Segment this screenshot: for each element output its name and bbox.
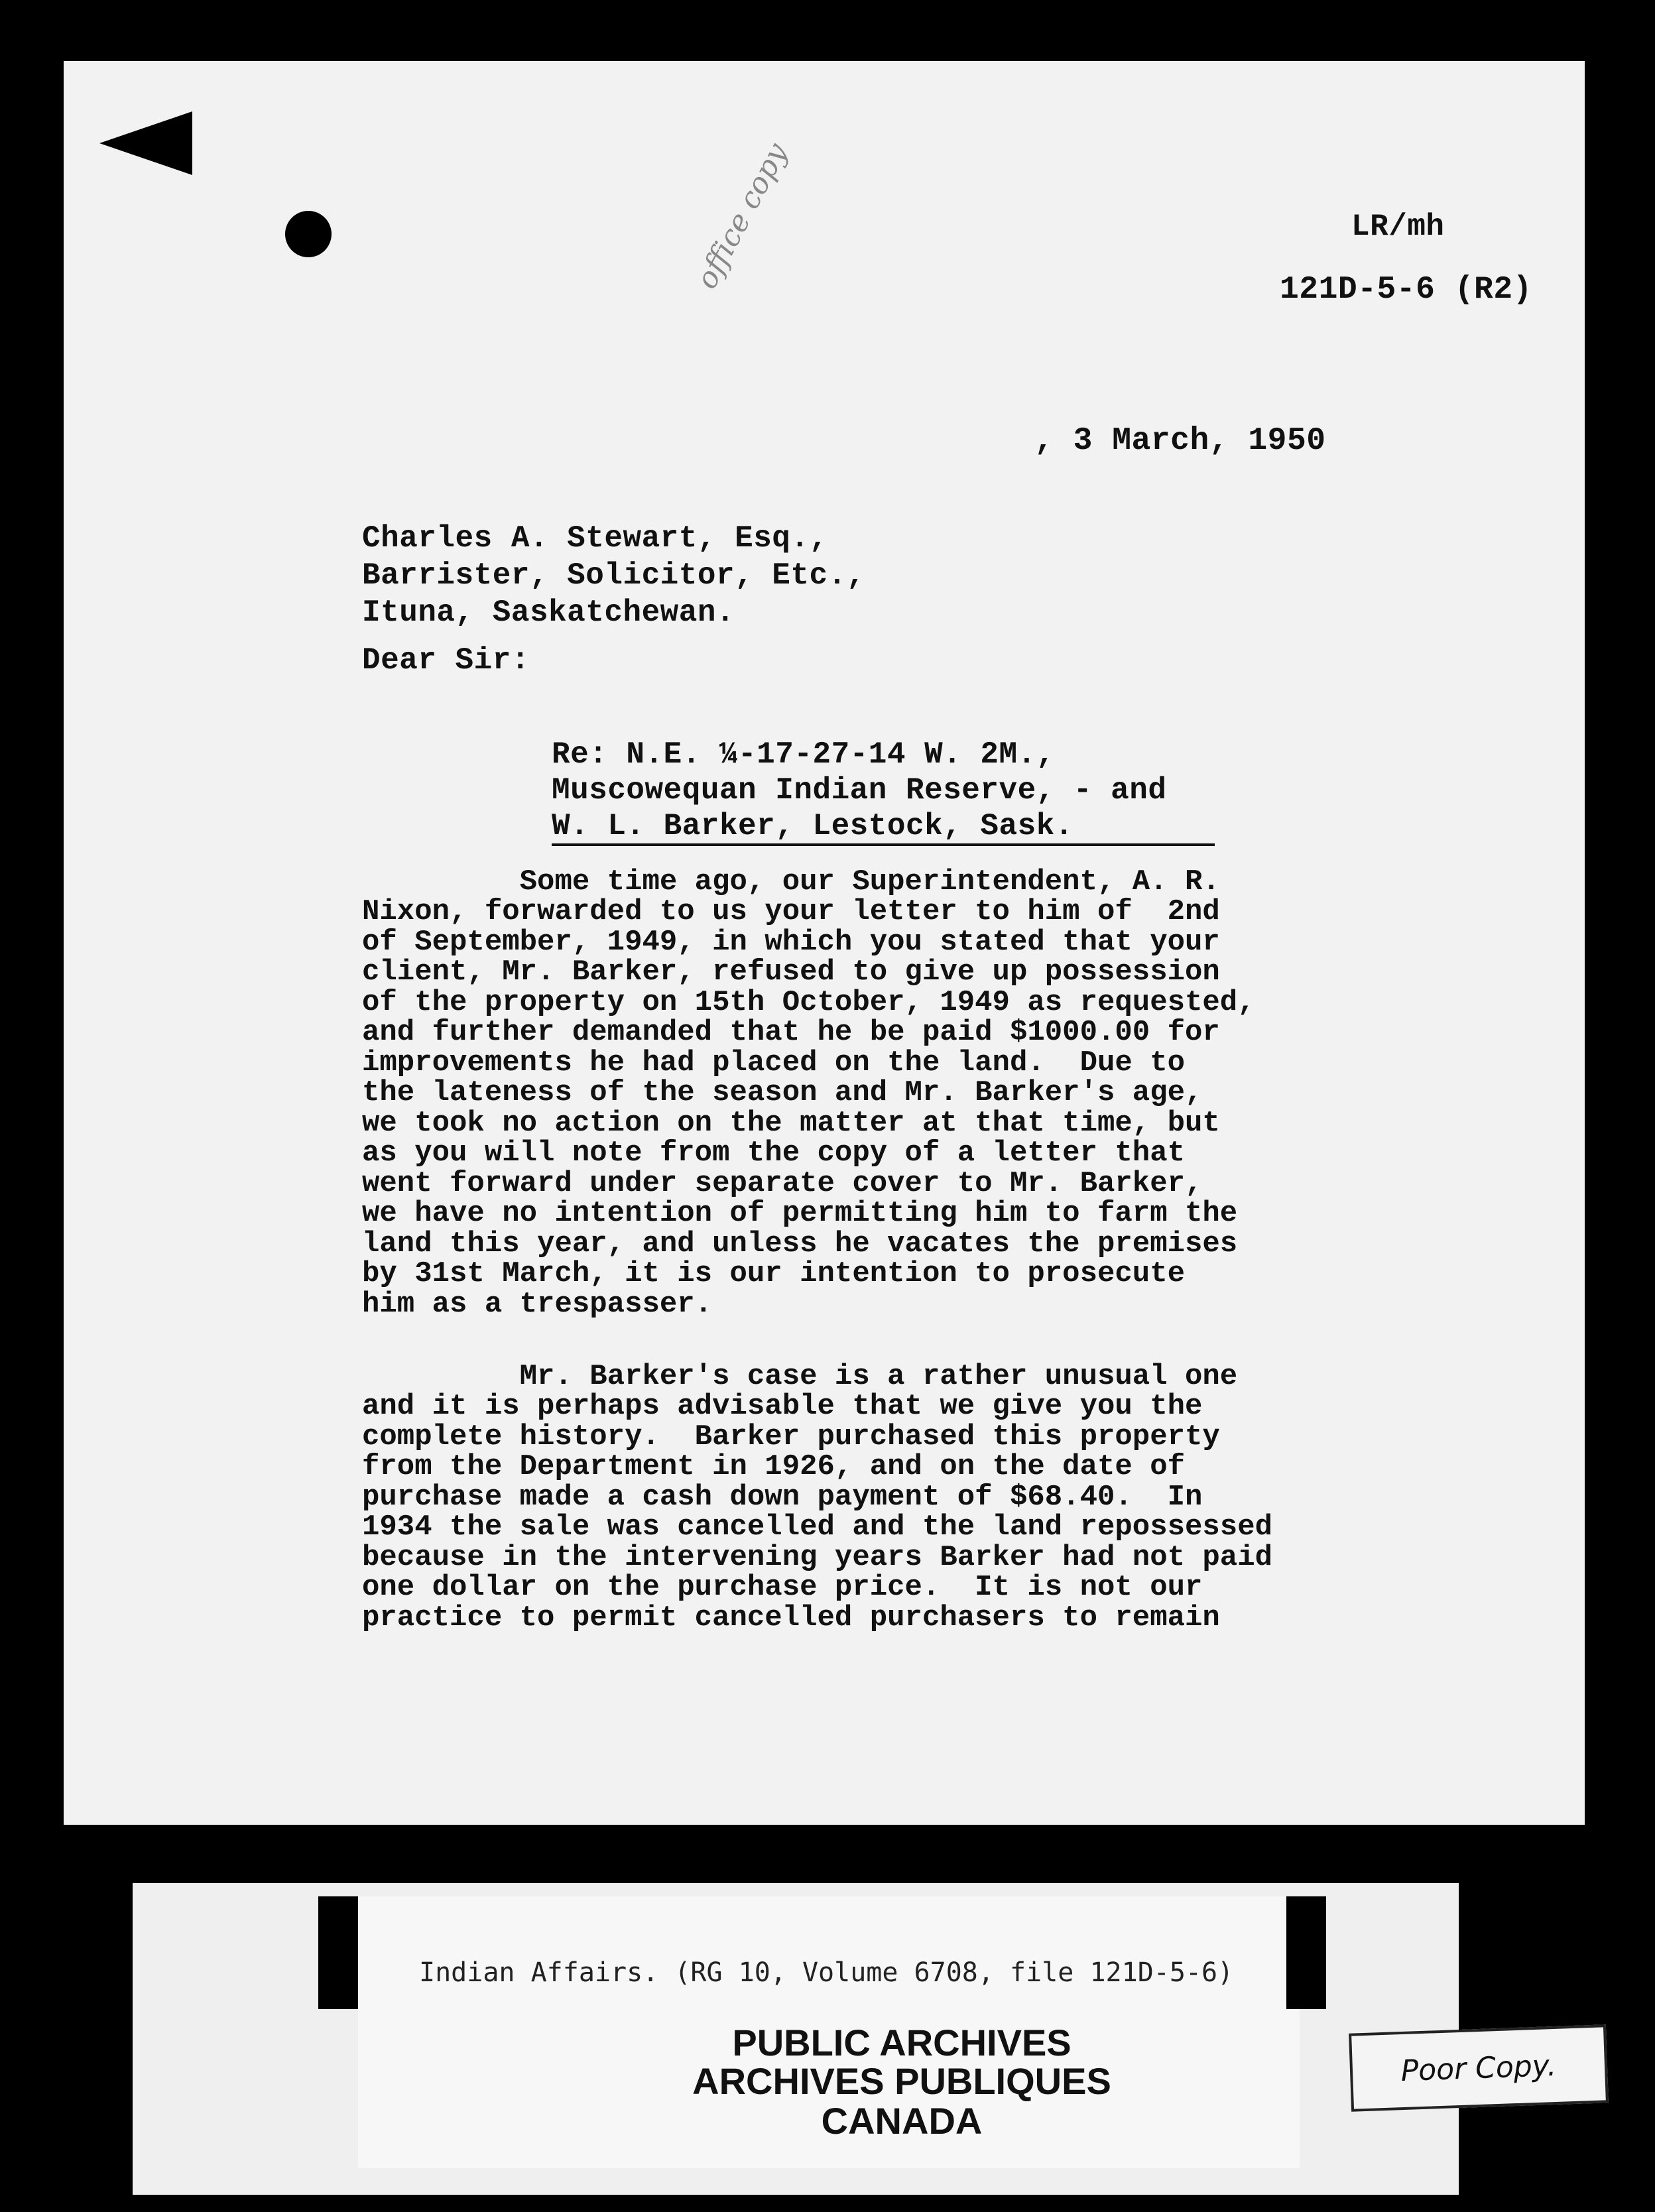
archive-citation: Indian Affairs. (RG 10, Volume 6708, file 121D-5-6) xyxy=(419,1957,1234,1988)
file-reference: 121D-5-6 (R2) xyxy=(1280,272,1532,308)
body-paragraph-1 xyxy=(362,837,1255,1350)
paragraph-line: 1934 the sale was cancelled and the land repossessed xyxy=(362,1510,1273,1544)
poor-copy-stamp: Poor Copy. xyxy=(1349,2024,1609,2111)
paragraph-line: of the property on 15th October, 1949 as requested, xyxy=(362,985,1255,1019)
archives-name-english: PUBLIC ARCHIVES xyxy=(732,2022,1072,2063)
paragraph-line: complete history. Barker purchased this property xyxy=(362,1420,1220,1453)
archives-country: CANADA xyxy=(821,2100,983,2142)
paragraph-line: client, Mr. Barker, refused to give up possession xyxy=(362,955,1220,989)
paragraph-line: as you will note from the copy of a letter that xyxy=(362,1137,1186,1170)
addressee-line: Ituna, Saskatchewan. xyxy=(362,595,735,630)
subject-line: Re: N.E. ¼-17-27-14 W. 2M., xyxy=(552,737,1055,772)
paragraph-line: and further demanded that he be paid $1000.00 for xyxy=(362,1016,1220,1049)
paragraph-line: improvements he had placed on the land. Due to xyxy=(362,1046,1186,1079)
paragraph-line: we have no intention of permitting him to farm the xyxy=(362,1197,1238,1230)
reference-initials: LR/mh xyxy=(1351,210,1445,244)
paragraph-line: purchase made a cash down payment of $68.40. In xyxy=(362,1480,1203,1514)
arrow-mark-icon xyxy=(99,111,192,175)
paragraph-line: because in the intervening years Barker had not paid xyxy=(362,1540,1273,1574)
letter-date: , 3 March, 1950 xyxy=(1034,423,1326,459)
paragraph-line: by 31st March, it is our intention to prosecute xyxy=(362,1257,1186,1290)
paragraph-line: from the Department in 1926, and on the date of xyxy=(362,1450,1186,1483)
label-notch-right xyxy=(1286,1896,1326,2009)
handwritten-note: office copy xyxy=(690,137,794,294)
archives-name-french: ARCHIVES PUBLIQUES xyxy=(692,2060,1111,2102)
paragraph-line: one dollar on the purchase price. It is not our xyxy=(362,1571,1203,1604)
paragraph-line: him as a trespasser. xyxy=(362,1287,713,1321)
paragraph-line: went forward under separate cover to Mr. Barker, xyxy=(362,1166,1203,1200)
paragraph-line: Some time ago, our Superintendent, A. R. xyxy=(362,865,1220,898)
paragraph-line: land this year, and unless he vacates the premises xyxy=(362,1227,1238,1260)
label-notch-left xyxy=(318,1896,358,2009)
salutation: Dear Sir: xyxy=(362,643,530,678)
paragraph-line: we took no action on the matter at that time, but xyxy=(362,1106,1220,1140)
paragraph-line: Mr. Barker's case is a rather unusual one xyxy=(362,1359,1238,1393)
paragraph-line: the lateness of the season and Mr. Barker's age, xyxy=(362,1076,1203,1109)
addressee-line: Barrister, Solicitor, Etc., xyxy=(362,558,865,593)
paragraph-line: and it is perhaps advisable that we give you the xyxy=(362,1390,1203,1423)
addressee-line: Charles A. Stewart, Esq., xyxy=(362,521,828,556)
paragraph-line: practice to permit cancelled purchasers to remain xyxy=(362,1601,1220,1634)
subject-line: W. L. Barker, Lestock, Sask. xyxy=(552,809,1073,843)
punch-hole-icon xyxy=(285,211,332,257)
paragraph-line: of September, 1949, in which you stated that your xyxy=(362,925,1220,959)
body-paragraph-2 xyxy=(362,1331,1272,1664)
paragraph-line: Nixon, forwarded to us your letter to him of 2nd xyxy=(362,895,1220,928)
subject-line: Muscowequan Indian Reserve, - and xyxy=(552,773,1167,808)
